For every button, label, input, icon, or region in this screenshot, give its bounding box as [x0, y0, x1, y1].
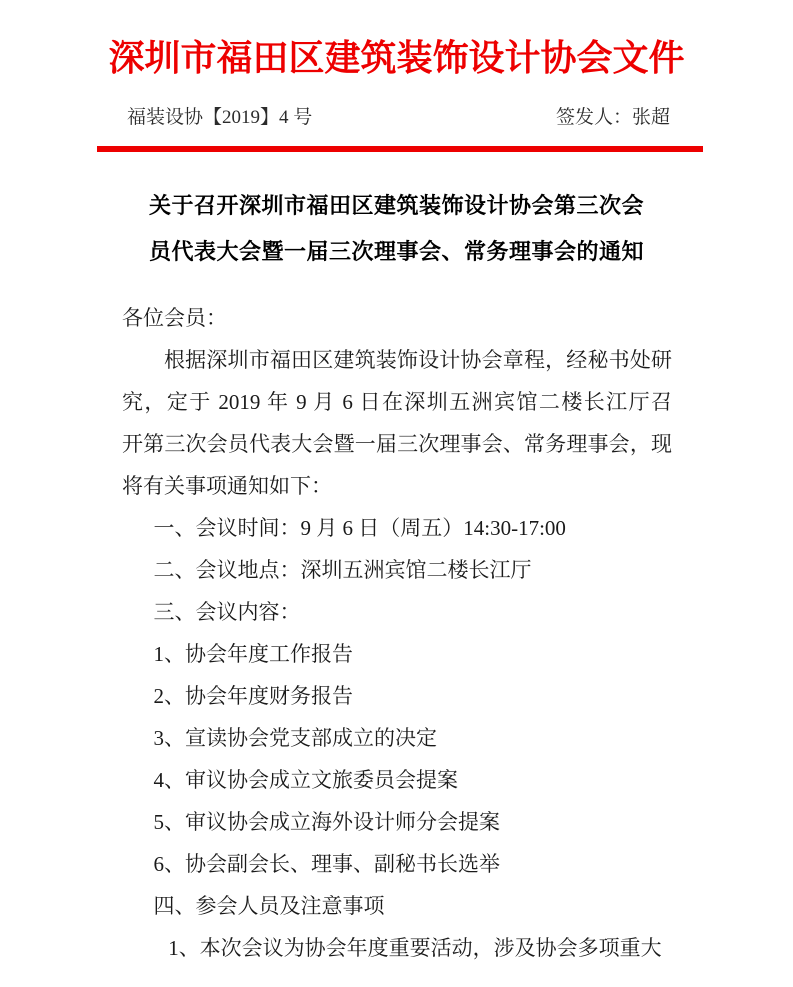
- doc-meta-row: [127, 102, 670, 129]
- notice-body: [122, 297, 672, 969]
- notice-subitem: 1、协会年度工作报告: [153, 642, 353, 666]
- notice-title-line-1: 关于召开深圳市福田区建筑装饰设计协会第三次会: [148, 193, 644, 218]
- notice-title-line-2: 员代表大会暨一届三次理事会、常务理事会的通知: [148, 239, 644, 264]
- notice-subitem: 1、本次会议为协会年度重要活动，涉及协会多项重大: [168, 936, 662, 960]
- notice-item-meeting-time: 一、会议时间：9 月 6 日（周五）14:30-17:00: [153, 516, 566, 540]
- issuer-label: 签发人：张超: [555, 107, 670, 128]
- notice-title: [0, 183, 793, 275]
- intro-line: 究，定于 2019 年 9 月 6 日在深圳五洲宾馆二楼长江厅召: [122, 390, 672, 414]
- notice-subitem: 3、宣读协会党支部成立的决定: [153, 726, 437, 750]
- intro-line: 将有关事项通知如下：: [122, 474, 332, 498]
- intro-line: 根据深圳市福田区建筑装饰设计协会章程，经秘书处研: [164, 348, 672, 372]
- notice-subitem: 5、审议协会成立海外设计师分会提案: [153, 810, 500, 834]
- intro-line: 开第三次会员代表大会暨一届三次理事会、常务理事会，现: [122, 432, 672, 456]
- doc-number: 福装设协【2019】4 号: [127, 107, 313, 128]
- org-header-title: 深圳市福田区建筑装饰设计协会文件: [108, 38, 685, 78]
- notice-item-meeting-place: 二、会议地点：深圳五洲宾馆二楼长江厅: [153, 558, 532, 582]
- notice-subitem: 6、协会副会长、理事、副秘书长选举: [153, 852, 500, 876]
- salutation: 各位会员：: [122, 306, 227, 330]
- notice-item-attendees: 四、参会人员及注意事项: [153, 894, 385, 918]
- notice-subitem: 4、审议协会成立文旅委员会提案: [153, 768, 458, 792]
- notice-item-meeting-content: 三、会议内容：: [153, 600, 301, 624]
- notice-subitem: 2、协会年度财务报告: [153, 684, 353, 708]
- header-divider-rule: [97, 146, 703, 152]
